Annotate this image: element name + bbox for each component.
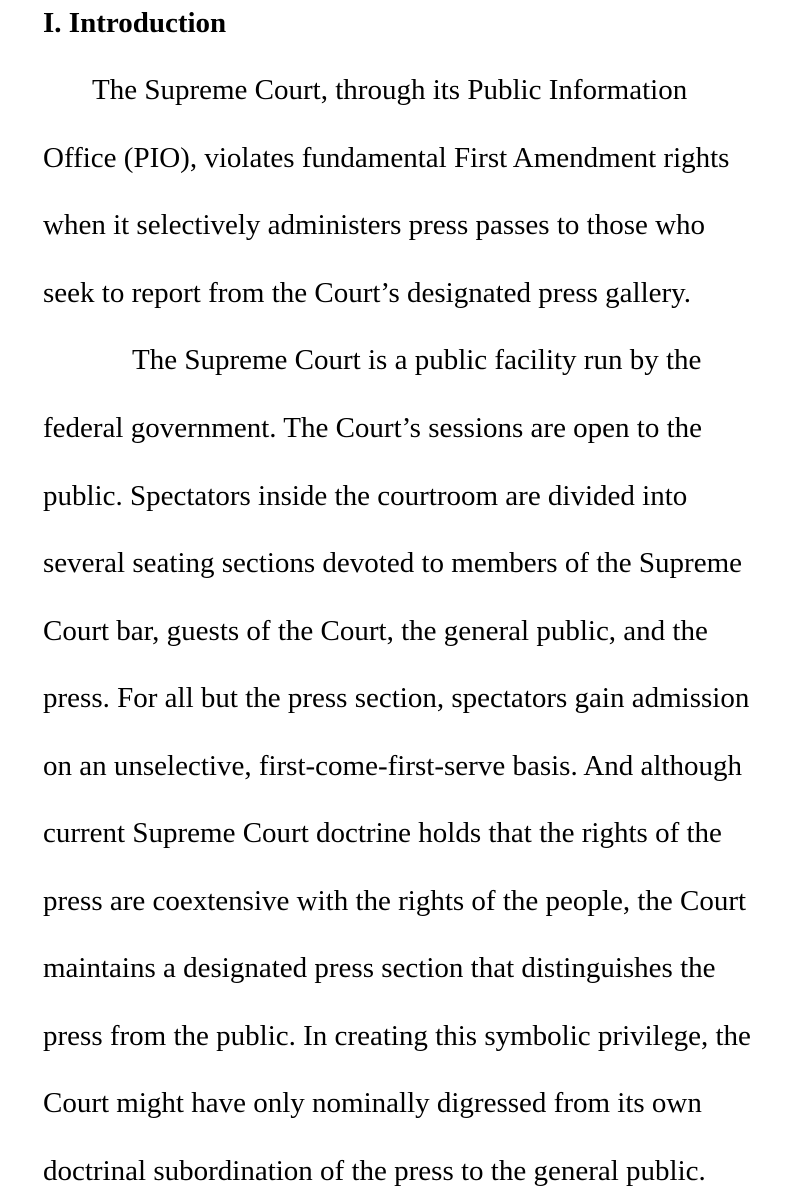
paragraph-line: maintains a designated press section that distinguishes the (43, 952, 716, 984)
paragraph-line: when it selectively administers press passes to those who (43, 209, 706, 241)
section-heading: I. Introduction (43, 7, 227, 39)
paragraph-line: federal government. The Court’s sessions are open to the (43, 412, 703, 444)
paragraph-line: public. Spectators inside the courtroom are divided into (43, 480, 688, 512)
paragraph-line: Court might have only nominally digressed from its own (43, 1087, 702, 1119)
paragraph-line: several seating sections devoted to members of the Supreme (43, 547, 743, 579)
paragraph-line: press from the public. In creating this symbolic privilege, the (43, 1020, 751, 1052)
paragraph-line: The Supreme Court, through its Public Information (92, 74, 688, 106)
paragraph-line: press are coextensive with the rights of the people, the Court (43, 885, 747, 917)
paragraph-line: on an unselective, first-come-first-serve basis. And although (43, 750, 743, 782)
paragraph-line: doctrinal subordination of the press to the general public. (43, 1155, 706, 1187)
paragraph-line: current Supreme Court doctrine holds that the rights of the (43, 817, 722, 849)
paragraph-line: Office (PIO), violates fundamental First Amendment rights (43, 142, 730, 174)
paragraph-line: press. For all but the press section, spectators gain admission (43, 682, 750, 714)
paragraph-line: seek to report from the Court’s designated press gallery. (43, 277, 692, 309)
paragraph-line: The Supreme Court is a public facility run by the (132, 344, 702, 376)
paragraph-line: Court bar, guests of the Court, the general public, and the (43, 615, 708, 647)
